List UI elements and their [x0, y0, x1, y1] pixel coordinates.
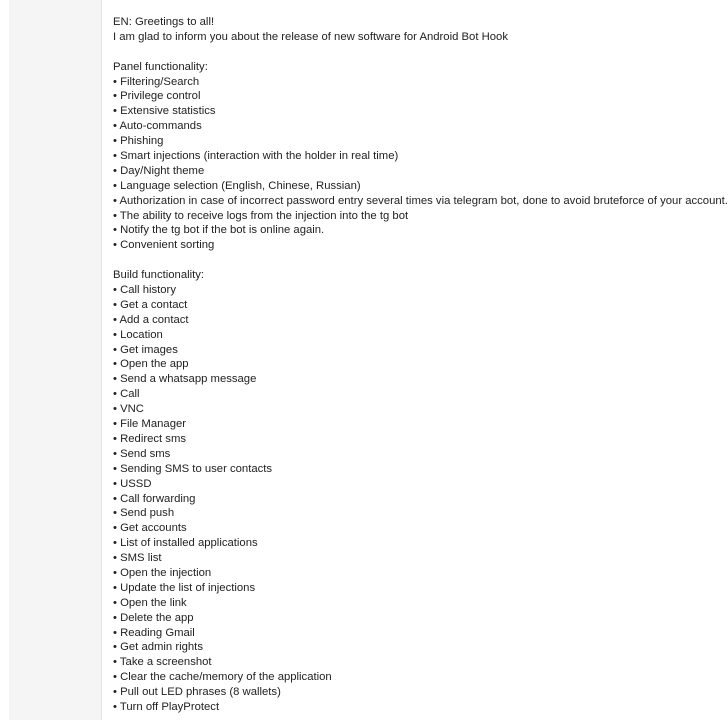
build-feature-item: • Redirect sms — [113, 432, 187, 445]
panel-feature-item: • Filtering/Search — [113, 75, 200, 88]
panel-feature-item: • Notify the tg bot if the bot is online again. — [113, 224, 325, 237]
announcement-text: I am glad to inform you about the release of new software for Android Bot Hook — [113, 30, 508, 43]
build-feature-item: • Get a contact — [113, 298, 188, 311]
build-feature-item: • Send a whatsapp message — [113, 373, 257, 386]
build-feature-item: • List of installed applications — [113, 537, 258, 550]
build-feature-item: • Open the link — [113, 596, 187, 609]
build-functionality-heading: Build functionality: — [113, 269, 205, 282]
build-feature-item: • Send push — [113, 507, 175, 520]
build-feature-item: • Delete the app — [113, 611, 194, 624]
post-body — [113, 15, 728, 715]
panel-feature-item: • Authorization in case of incorrect password entry several times via telegram bot, done to avoid bruteforce of your account. — [113, 194, 728, 207]
panel-feature-item: • The ability to receive logs from the injection into the tg bot — [113, 209, 409, 222]
panel-feature-list — [113, 75, 728, 254]
build-feature-item: • Add a contact — [113, 313, 189, 326]
build-feature-item: • Pull out LED phrases (8 wallets) — [113, 686, 281, 699]
panel-feature-item: • Auto-commands — [113, 120, 202, 133]
panel-functionality-heading: Panel functionality: — [113, 60, 208, 73]
panel-feature-item: • Convenient sorting — [113, 239, 215, 252]
build-feature-item: • File Manager — [113, 418, 187, 431]
build-feature-item: • Take a screenshot — [113, 656, 212, 669]
panel-feature-item: • Extensive statistics — [113, 105, 216, 118]
build-feature-list — [113, 283, 725, 715]
build-feature-item: • Turn off PlayProtect — [113, 700, 220, 713]
build-feature-item: • Open the app — [113, 358, 189, 371]
build-feature-item: • Open the injection — [113, 566, 212, 579]
build-feature-item: • Clear the cache/memory of the application — [113, 671, 332, 684]
panel-feature-item: • Smart injections (interaction with the holder in real time) — [113, 150, 399, 163]
build-feature-item: • Get accounts — [113, 522, 187, 535]
spacer — [113, 253, 725, 268]
build-feature-item: • Call forwarding — [113, 492, 196, 505]
spacer — [113, 45, 725, 60]
panel-feature-item: • Privilege control — [113, 90, 201, 103]
build-feature-item: • Send sms — [113, 447, 171, 460]
build-feature-item: • Update the list of injections — [113, 581, 256, 594]
build-feature-item: • Location — [113, 328, 163, 341]
build-feature-item: • Call — [113, 388, 140, 401]
build-feature-item: • SMS list — [113, 552, 162, 565]
build-feature-item: • Call history — [113, 284, 176, 297]
post-author-column — [9, 0, 102, 720]
build-feature-item: • Reading Gmail — [113, 626, 195, 639]
panel-feature-item: • Language selection (English, Chinese, Russian) — [113, 179, 361, 192]
build-feature-item: • USSD — [113, 477, 152, 490]
build-feature-item: • Get admin rights — [113, 641, 203, 654]
build-feature-item: • Get images — [113, 343, 178, 356]
panel-feature-item: • Phishing — [113, 135, 164, 148]
build-feature-item: • Sending SMS to user contacts — [113, 462, 273, 475]
panel-feature-item: • Day/Night theme — [113, 164, 205, 177]
greeting-text: EN: Greetings to all! — [113, 16, 215, 28]
build-feature-item: • VNC — [113, 403, 144, 416]
